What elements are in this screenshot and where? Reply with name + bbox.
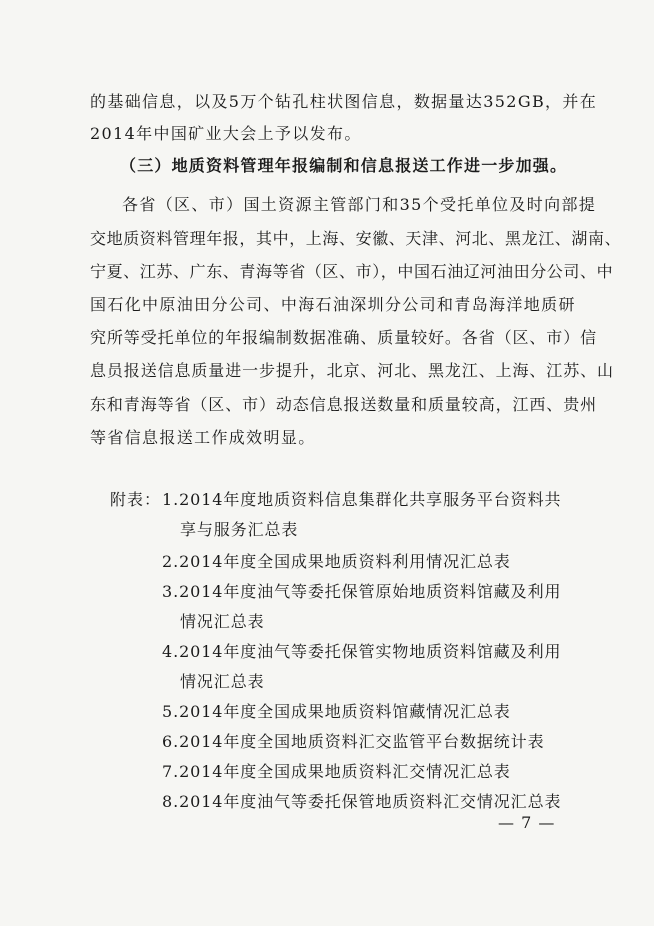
attachment-item-6: 6.2014年度全国地质资料汇交监管平台数据统计表 (162, 732, 545, 751)
attachment-item-4-cont: 情况汇总表 (180, 672, 265, 691)
body-line-7: 国石化中原油田分公司、中海石油深圳分公司和青岛海洋地质研 (90, 295, 576, 314)
body-line-5: 交地质资料管理年报，其中，上海、安徽、天津、河北、黑龙江、湖南、 (90, 229, 622, 248)
attachment-item-1: 1.2014年度地质资料信息集群化共享服务平台资料共 (162, 490, 562, 509)
body-line-8: 究所等受托单位的年报编制数据准确、质量较好。各省（区、市）信 (90, 328, 598, 347)
body-line-2: 2014年中国矿业大会上予以发布。 (90, 124, 362, 143)
attachment-item-2: 2.2014年度全国成果地质资料利用情况汇总表 (162, 552, 511, 571)
section-heading: （三）地质资料管理年报编制和信息报送工作进一步加强。 (120, 156, 568, 175)
attachment-item-8: 8.2014年度油气等委托保管地质资料汇交情况汇总表 (162, 792, 562, 811)
body-line-11: 等省信息报送工作成效明显。 (90, 428, 316, 447)
body-line-4: 各省（区、市）国土资源主管部门和35个受托单位及时向部提 (122, 195, 597, 214)
attachment-item-4: 4.2014年度油气等委托保管实物地质资料馆藏及利用 (162, 642, 562, 661)
attachment-item-3-cont: 情况汇总表 (180, 612, 265, 631)
body-line-1: 的基础信息，以及5万个钻孔柱状图信息，数据量达352GB，并在 (90, 92, 598, 111)
attachments-label: 附表： (110, 490, 162, 509)
page-number: — 7 — (498, 813, 556, 832)
attachment-item-7: 7.2014年度全国成果地质资料汇交情况汇总表 (162, 762, 511, 781)
attachment-item-1-cont: 享与服务汇总表 (180, 520, 299, 539)
body-line-6: 宁夏、江苏、广东、青海等省（区、市），中国石油辽河油田分公司、中 (90, 262, 614, 281)
attachment-item-5: 5.2014年度全国成果地质资料馆藏情况汇总表 (162, 702, 511, 721)
body-line-9: 息员报送信息质量进一步提升，北京、河北、黑龙江、上海、江苏、山 (90, 361, 614, 380)
attachment-item-3: 3.2014年度油气等委托保管原始地质资料馆藏及利用 (162, 582, 562, 601)
body-line-10: 东和青海等省（区、市）动态信息报送数量和质量较高，江西、贵州 (90, 395, 598, 414)
